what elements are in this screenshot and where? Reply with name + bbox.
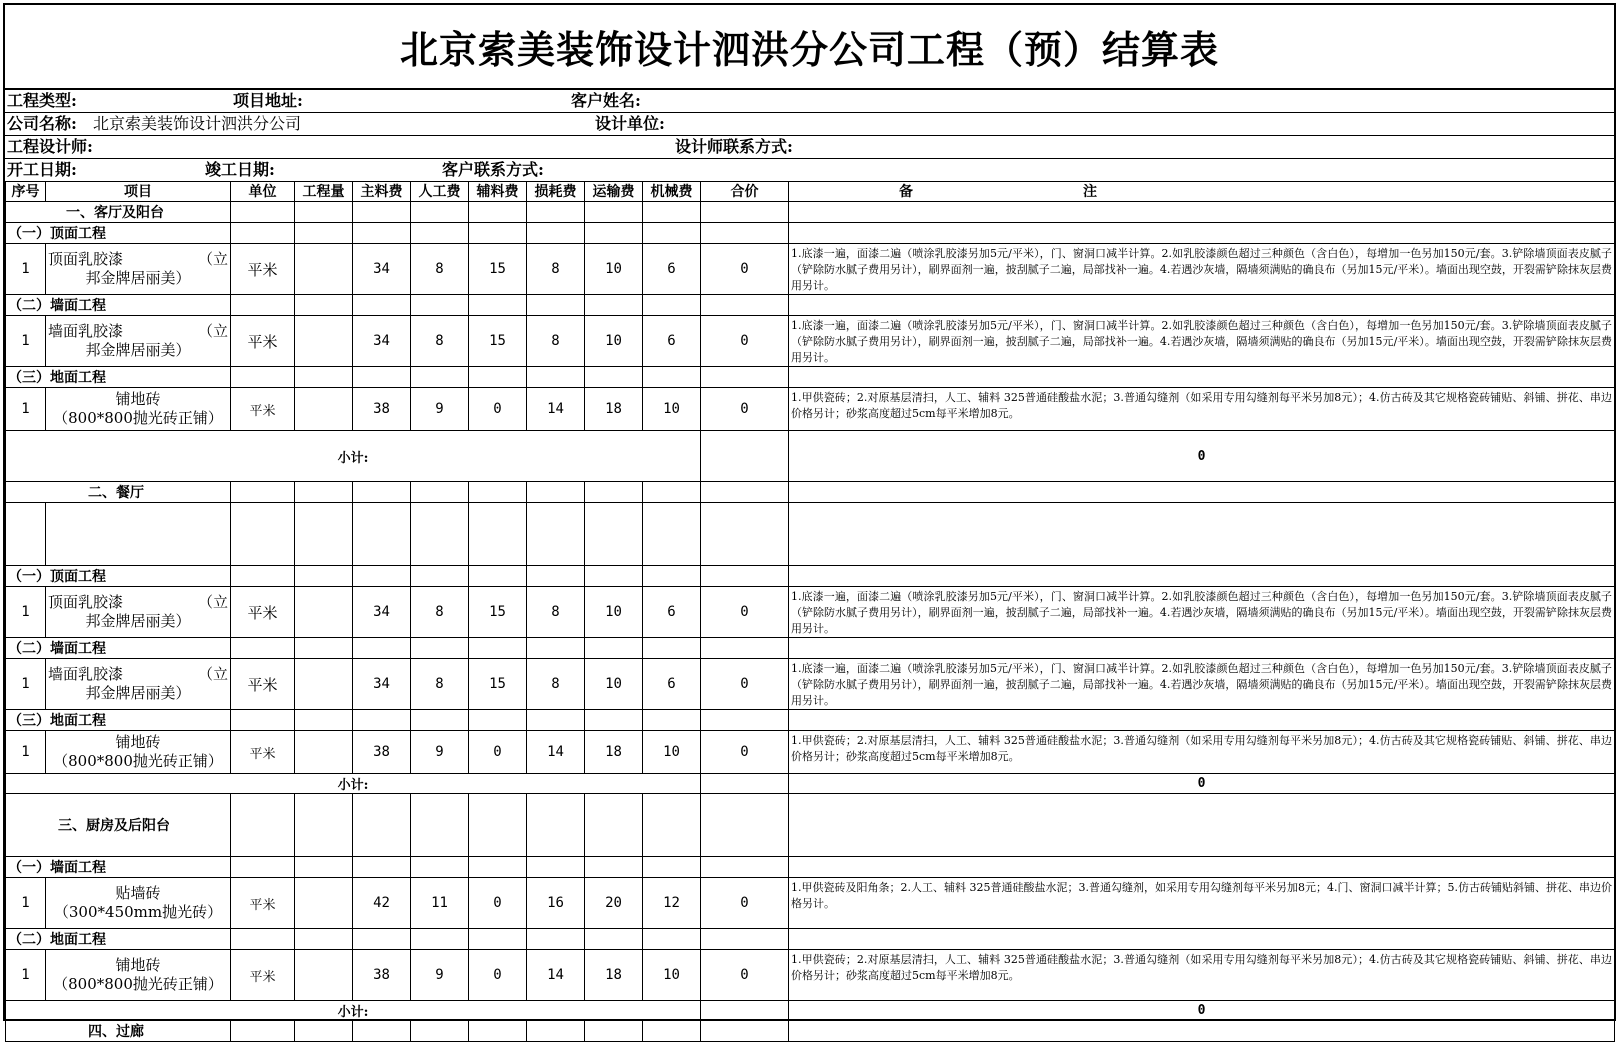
- item-name-suffix: （立: [197, 593, 228, 611]
- item-total: 0: [701, 950, 789, 1001]
- subtotal-label: 小计:: [6, 431, 701, 482]
- item-transport-cost: 18: [585, 731, 643, 774]
- item-aux-cost: 0: [469, 878, 527, 929]
- item-loss-cost: 14: [527, 731, 585, 774]
- item-name-main: 墙面乳胶漆: [48, 665, 124, 683]
- item-unit: 平米: [231, 587, 295, 638]
- subtotal-row: [6, 774, 1615, 794]
- item-name-spec: （300*450mm抛光砖）: [53, 903, 223, 921]
- item-remark: 1.底漆一遍，面漆二遍（喷涂乳胶漆另加5元/平米），门、窗洞口减半计算。2.如乳胶漆颜色超过三种颜色（含白色），每增加一色另加150元/套。3.铲除墙顶面表皮腻子（铲除防水腻子费用另计），刷界面剂一遍，披刮腻子二遍，局部找补一遍。4.若遇沙灰墙，隔墙须满贴的确良布（另加15元/平米）。墙面出现空鼓，开裂需铲除抹灰层费用另计。: [789, 587, 1615, 638]
- company-name-label: 公司名称:: [7, 114, 77, 133]
- item-loss-cost: 8: [527, 659, 585, 710]
- item-unit: 平米: [231, 950, 295, 1001]
- item-name: [46, 950, 231, 1001]
- item-unit: 平米: [231, 659, 295, 710]
- subsection-title: （一）顶面工程: [6, 223, 231, 244]
- row-no: 1: [6, 878, 46, 929]
- row-no: 1: [6, 659, 46, 710]
- customer-name-label: 客户姓名:: [571, 91, 641, 110]
- item-main-cost: 38: [353, 731, 411, 774]
- item-transport-cost: 10: [585, 659, 643, 710]
- section-row: [6, 202, 1615, 223]
- table-row: [6, 244, 1615, 295]
- item-main-cost: 38: [353, 388, 411, 431]
- item-name-main: 铺地砖: [115, 390, 161, 408]
- item-name-main: 墙面乳胶漆: [48, 322, 124, 340]
- col-remark-a: 备: [899, 183, 913, 200]
- item-machine-cost: 6: [643, 587, 701, 638]
- col-labor: 人工费: [411, 182, 469, 202]
- item-aux-cost: 0: [469, 388, 527, 431]
- item-name-suffix: （立: [197, 322, 228, 340]
- table-row: [6, 587, 1615, 638]
- item-remark: 1.底漆一遍，面漆二遍（喷涂乳胶漆另加5元/平米），门、窗洞口减半计算。2.如乳胶漆颜色超过三种颜色（含白色），每增加一色另加150元/套。3.铲除墙顶面表皮腻子（铲除防水腻子费用另计），刷界面剂一遍，披刮腻子二遍，局部找补一遍。4.若遇沙灰墙，隔墙须满贴的确良布（另加15元/平米）。墙面出现空鼓，开裂需铲除抹灰层费用另计。: [789, 316, 1615, 367]
- item-aux-cost: 15: [469, 316, 527, 367]
- item-loss-cost: 16: [527, 878, 585, 929]
- item-loss-cost: 8: [527, 587, 585, 638]
- col-remark-b: 注: [1083, 183, 1097, 200]
- item-transport-cost: 10: [585, 587, 643, 638]
- item-name: [46, 388, 231, 431]
- item-aux-cost: 15: [469, 244, 527, 295]
- item-total: 0: [701, 587, 789, 638]
- settlement-sheet: [3, 3, 1616, 1040]
- col-no: 序号: [6, 182, 46, 202]
- item-name-main: 顶面乳胶漆: [48, 593, 124, 611]
- col-unit: 单位: [231, 182, 295, 202]
- item-loss-cost: 8: [527, 244, 585, 295]
- col-transport: 运输费: [585, 182, 643, 202]
- item-name-brand: 邦金牌居丽美）: [85, 269, 191, 287]
- item-remark: 1.底漆一遍，面漆二遍（喷涂乳胶漆另加5元/平米），门、窗洞口减半计算。2.如乳胶漆颜色超过三种颜色（含白色），每增加一色另加150元/套。3.铲除墙顶面表皮腻子（铲除防水腻子费用另计），刷界面剂一遍，披刮腻子二遍，局部找补一遍。4.若遇沙灰墙，隔墙须满贴的确良布（另加15元/平米）。墙面出现空鼓，开裂需铲除抹灰层费用另计。: [789, 659, 1615, 710]
- item-total: 0: [701, 878, 789, 929]
- start-date-label: 开工日期:: [7, 160, 77, 179]
- item-machine-cost: 6: [643, 316, 701, 367]
- table-row: [6, 878, 1615, 929]
- project-type-label: 工程类型:: [7, 91, 77, 110]
- col-loss: 损耗费: [527, 182, 585, 202]
- item-labor-cost: 11: [411, 878, 469, 929]
- item-transport-cost: 10: [585, 316, 643, 367]
- subsection-title: （二）墙面工程: [6, 295, 231, 316]
- item-loss-cost: 14: [527, 950, 585, 1001]
- section-title: 一、客厅及阳台: [6, 202, 231, 223]
- item-transport-cost: 10: [585, 244, 643, 295]
- row-no: 1: [6, 244, 46, 295]
- item-unit: 平米: [231, 388, 295, 431]
- company-name-value: 北京索美装饰设计泗洪分公司: [93, 114, 302, 133]
- designer-contact-label: 设计师联系方式:: [675, 137, 793, 156]
- item-labor-cost: 8: [411, 316, 469, 367]
- item-name-spec: （800*800抛光砖正铺）: [53, 752, 223, 770]
- subtotal-row: [6, 1001, 1615, 1021]
- item-transport-cost: 18: [585, 950, 643, 1001]
- subsection-row: [6, 857, 1615, 878]
- item-main-cost: 34: [353, 316, 411, 367]
- col-main: 主料费: [353, 182, 411, 202]
- blank-row: [6, 503, 1615, 566]
- item-aux-cost: 0: [469, 731, 527, 774]
- col-machine: 机械费: [643, 182, 701, 202]
- subtotal-value: 0: [789, 431, 1615, 482]
- item-labor-cost: 8: [411, 659, 469, 710]
- subsection-title: （三）地面工程: [6, 710, 231, 731]
- item-qty: [295, 244, 353, 295]
- subsection-row: [6, 295, 1615, 316]
- col-qty: 工程量: [295, 182, 353, 202]
- subsection-row: [6, 367, 1615, 388]
- item-machine-cost: 10: [643, 950, 701, 1001]
- item-remark: 1.底漆一遍，面漆二遍（喷涂乳胶漆另加5元/平米），门、窗洞口减半计算。2.如乳胶漆颜色超过三种颜色（含白色），每增加一色另加150元/套。3.铲除墙顶面表皮腻子（铲除防水腻子费用另计），刷界面剂一遍，披刮腻子二遍，局部找补一遍。4.若遇沙灰墙，隔墙须满贴的确良布（另加15元/平米）。墙面出现空鼓，开裂需铲除抹灰层费用另计。: [789, 244, 1615, 295]
- table-row: [6, 950, 1615, 1001]
- item-main-cost: 34: [353, 659, 411, 710]
- subtotal-value: 0: [789, 774, 1615, 794]
- project-address-label: 项目地址:: [233, 91, 303, 110]
- design-unit-label: 设计单位:: [595, 114, 665, 133]
- item-name-brand: 邦金牌居丽美）: [85, 341, 191, 359]
- item-qty: [295, 587, 353, 638]
- subtotal-row: [6, 431, 1615, 482]
- item-loss-cost: 14: [527, 388, 585, 431]
- info-row-4: [5, 159, 1614, 181]
- item-transport-cost: 18: [585, 388, 643, 431]
- item-name: [46, 731, 231, 774]
- designer-label: 工程设计师:: [7, 137, 93, 156]
- header-row: [6, 182, 1615, 202]
- table-row: [6, 316, 1615, 367]
- subsection-row: [6, 638, 1615, 659]
- col-total: 合价: [701, 182, 789, 202]
- section-title: 二、餐厅: [6, 482, 231, 503]
- item-qty: [295, 878, 353, 929]
- section-row: [6, 482, 1615, 503]
- row-no: 1: [6, 731, 46, 774]
- end-date-label: 竣工日期:: [205, 160, 275, 179]
- item-unit: 平米: [231, 731, 295, 774]
- subsection-row: [6, 223, 1615, 244]
- item-total: 0: [701, 731, 789, 774]
- item-transport-cost: 20: [585, 878, 643, 929]
- info-row-3: [5, 136, 1614, 159]
- item-labor-cost: 8: [411, 244, 469, 295]
- item-name: [46, 659, 231, 710]
- subsection-title: （一）顶面工程: [6, 566, 231, 587]
- item-main-cost: 34: [353, 587, 411, 638]
- subtotal-value: 0: [789, 1001, 1615, 1021]
- section-row: [6, 1021, 1615, 1042]
- item-name-brand: 邦金牌居丽美）: [85, 612, 191, 630]
- subsection-row: [6, 929, 1615, 950]
- item-machine-cost: 12: [643, 878, 701, 929]
- subtotal-label: 小计:: [6, 1001, 701, 1021]
- item-qty: [295, 950, 353, 1001]
- section-row: [6, 794, 1615, 857]
- item-remark: 1.甲供瓷砖；2.对原基层清扫，人工、辅料 325普通硅酸盐水泥；3.普通勾缝剂（如采用专用勾缝剂每平米另加8元）；4.仿古砖及其它规格瓷砖铺贴、斜铺、拼花、串边价格另计；砂浆高度超过5cm每平米增加8元。: [789, 731, 1615, 774]
- item-name-spec: （800*800抛光砖正铺）: [53, 975, 223, 993]
- item-remark: 1.甲供瓷砖；2.对原基层清扫，人工、辅料 325普通硅酸盐水泥；3.普通勾缝剂（如采用专用勾缝剂每平米另加8元）；4.仿古砖及其它规格瓷砖铺贴、斜铺、拼花、串边价格另计；砂浆高度超过5cm每平米增加8元。: [789, 388, 1615, 431]
- item-name-main: 铺地砖: [115, 956, 161, 974]
- item-qty: [295, 659, 353, 710]
- item-total: 0: [701, 659, 789, 710]
- item-labor-cost: 9: [411, 950, 469, 1001]
- item-machine-cost: 10: [643, 731, 701, 774]
- item-main-cost: 34: [353, 244, 411, 295]
- item-qty: [295, 731, 353, 774]
- section-title: 三、厨房及后阳台: [6, 794, 231, 857]
- table-row: [6, 659, 1615, 710]
- subsection-title: （二）地面工程: [6, 929, 231, 950]
- item-aux-cost: 0: [469, 950, 527, 1001]
- item-main-cost: 38: [353, 950, 411, 1001]
- subsection-title: （三）地面工程: [6, 367, 231, 388]
- item-labor-cost: 9: [411, 731, 469, 774]
- settlement-table: [5, 181, 1615, 1042]
- col-aux: 辅料费: [469, 182, 527, 202]
- item-name: [46, 587, 231, 638]
- customer-contact-label: 客户联系方式:: [442, 160, 544, 179]
- subsection-title: （一）墙面工程: [6, 857, 231, 878]
- item-loss-cost: 8: [527, 316, 585, 367]
- item-aux-cost: 15: [469, 659, 527, 710]
- item-name-spec: （800*800抛光砖正铺）: [53, 409, 223, 427]
- item-qty: [295, 316, 353, 367]
- item-unit: 平米: [231, 878, 295, 929]
- item-name-brand: 邦金牌居丽美）: [85, 684, 191, 702]
- item-name-main: 铺地砖: [115, 733, 161, 751]
- item-name: [46, 244, 231, 295]
- item-aux-cost: 15: [469, 587, 527, 638]
- item-name-suffix: （立: [197, 665, 228, 683]
- subsection-title: （二）墙面工程: [6, 638, 231, 659]
- item-machine-cost: 6: [643, 244, 701, 295]
- col-item: 项目: [46, 182, 231, 202]
- item-main-cost: 42: [353, 878, 411, 929]
- subsection-row: [6, 710, 1615, 731]
- item-name: [46, 316, 231, 367]
- col-remark: [789, 182, 1615, 202]
- item-remark: 1.甲供瓷砖；2.对原基层清扫，人工、辅料 325普通硅酸盐水泥；3.普通勾缝剂（如采用专用勾缝剂每平米另加8元）；4.仿古砖及其它规格瓷砖铺贴、斜铺、拼花、串边价格另计；砂浆高度超过5cm每平米增加8元。: [789, 950, 1615, 1001]
- item-labor-cost: 9: [411, 388, 469, 431]
- item-unit: 平米: [231, 244, 295, 295]
- item-total: 0: [701, 388, 789, 431]
- info-row-2: [5, 113, 1614, 136]
- item-labor-cost: 8: [411, 587, 469, 638]
- row-no: 1: [6, 388, 46, 431]
- item-remark: 1.甲供瓷砖及阳角条；2.人工、辅料 325普通硅酸盐水泥；3.普通勾缝剂，如采用专用勾缝剂每平米另加8元；4.门、窗洞口减半计算；5.仿古砖铺贴斜铺、拼花、串边价格另计。: [789, 878, 1615, 929]
- row-no: 1: [6, 587, 46, 638]
- info-row-1: [5, 90, 1614, 113]
- item-machine-cost: 10: [643, 388, 701, 431]
- item-name: [46, 878, 231, 929]
- item-total: 0: [701, 244, 789, 295]
- item-name-main: 贴墙砖: [115, 884, 161, 902]
- table-row: [6, 731, 1615, 774]
- section-title: 四、过廊: [6, 1021, 231, 1042]
- item-name-main: 顶面乳胶漆: [48, 250, 124, 268]
- item-total: 0: [701, 316, 789, 367]
- page-title: 北京索美装饰设计泗洪分公司工程（预）结算表: [5, 5, 1614, 90]
- table-row: [6, 388, 1615, 431]
- subsection-row: [6, 566, 1615, 587]
- item-qty: [295, 388, 353, 431]
- row-no: 1: [6, 950, 46, 1001]
- row-no: 1: [6, 316, 46, 367]
- item-unit: 平米: [231, 316, 295, 367]
- item-machine-cost: 6: [643, 659, 701, 710]
- item-name-suffix: （立: [197, 250, 228, 268]
- subtotal-label: 小计:: [6, 774, 701, 794]
